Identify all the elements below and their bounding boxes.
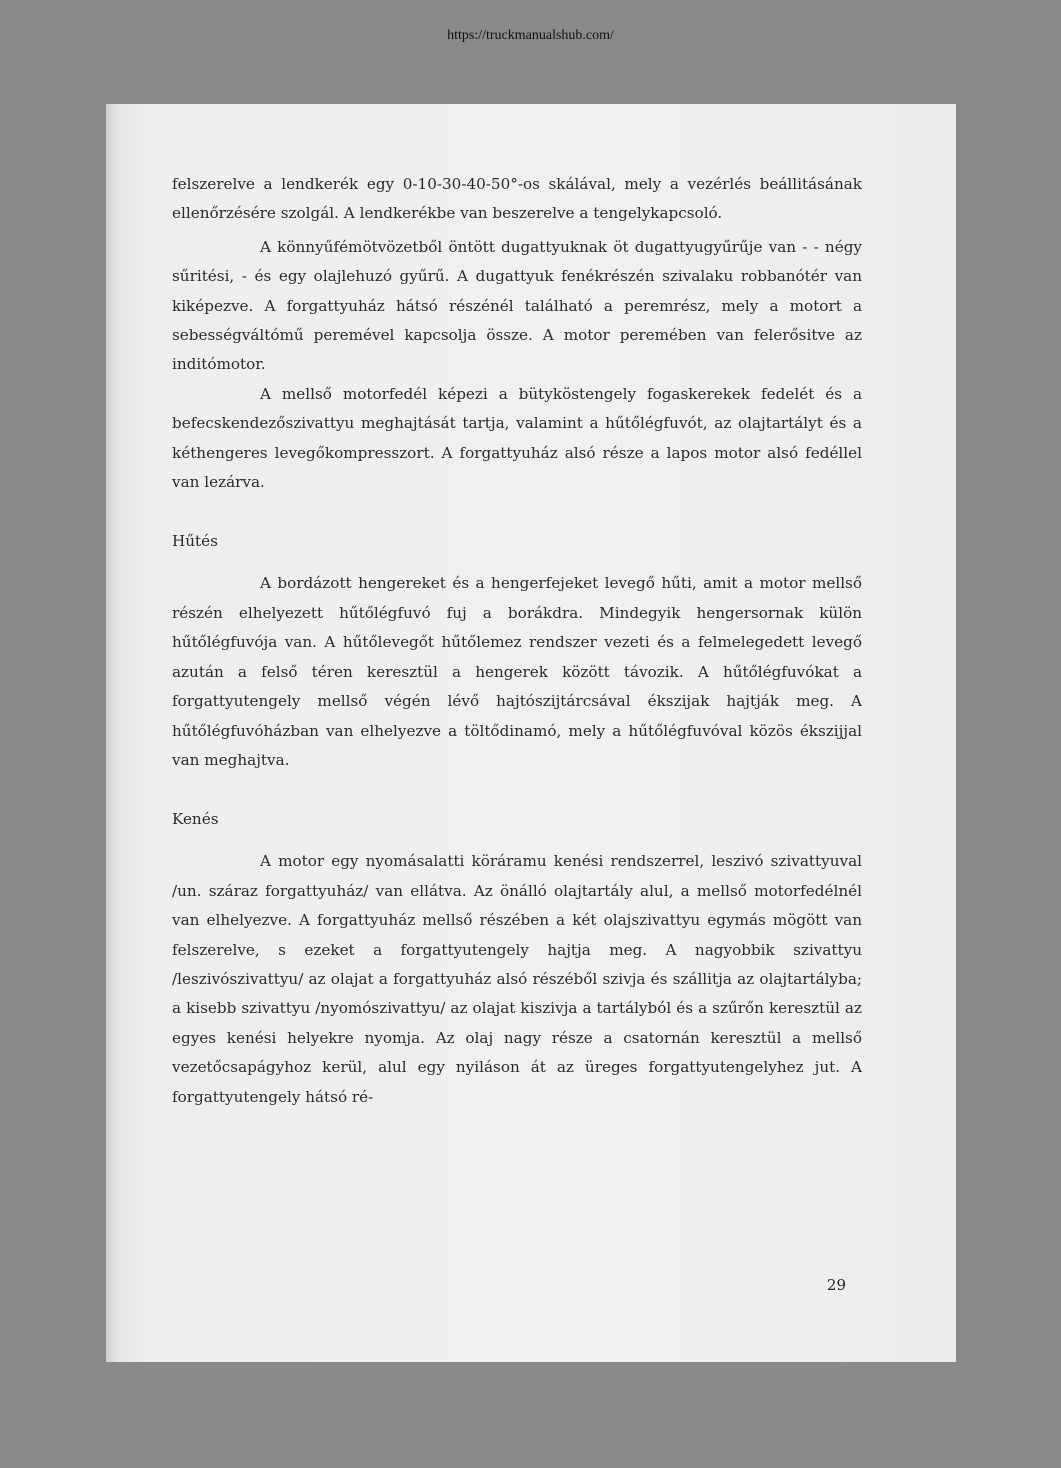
scanned-page	[106, 104, 956, 1362]
paragraph-front-cover: A mellső motorfedél képezi a bütyköstengely fogaskerekek fedelét és a befecskendezőszivattyu meghajtását tartja, valamint a hűtőlégfuvót, az olajtartályt és a kéthengeres levegőkompresszort. A forgattyuház alsó része a lapos motor alsó fedéllel van lezárva.	[172, 384, 862, 492]
source-url[interactable]: https://truckmanualshub.com/	[447, 28, 614, 43]
heading-lubrication: Kenés	[172, 810, 219, 829]
paragraph-lubrication: A motor egy nyomásalatti köráramu kenési rendszerrel, leszivó szivattyuval /un. száraz forgattyuház/ van ellátva. Az önálló olajtartály alul, a mellső motorfedélnél van elhelyezve. A forgattyuház mellső részében a két olajszivattyu egymás mögött van felszerelve, s ezeket a forgattyutengely hajtja meg. A nagyobbik szivattyu /leszivószivattyu/ az olajat a forgattyuház alsó részéből szivja és szállitja az olajtartályba; a kisebb szivattyu /nyomószivattyu/ az olajat kiszivja a tartályból és a szűrőn keresztül az egyes kenési helyekre nyomja. Az olaj nagy része a csatornán keresztül a mellső vezetőcsapágyhoz kerül, alul egy nyiláson át az üreges forgattyutengelyhez jut. A forgattyutengely hátsó ré-	[172, 852, 862, 1106]
page-body	[172, 170, 862, 1112]
paragraph-pistons: A könnyűfémötvözetből öntött dugattyuknak öt dugattyugyűrűje van - - négy sűritési, - és egy olajlehuzó gyűrű. A dugattyuk fenékrészén szivalaku robbanótér van kiképezve. A forgattyuház hátsó részénél található a peremrész, mely a motort a sebességváltómű peremével kapcsolja össze. A motor peremében van felerősitve az inditómotor.	[172, 237, 862, 374]
page-number: 29	[826, 1276, 846, 1294]
heading-cooling: Hűtés	[172, 532, 218, 551]
paragraph-flywheel: felszerelve a lendkerék egy 0-10-30-40-50°-os skálával, mely a vezérlés beállitásának ellenőrzésére szolgál. A lendkerékbe van beszerelve a tengelykapcsoló.	[172, 175, 862, 223]
paragraph-cooling: A bordázott hengereket és a hengerfejeket levegő hűti, amit a motor mellső részén elhelyezett hűtőlégfuvó fuj a borákdra. Mindegyik hengersornak külön hűtőlégfuvója van. A hűtőlevegőt hűtőlemez rendszer vezeti és a felmelegedett levegő azután a felső téren keresztül a hengerek között távozik. A hűtőlégfuvókat a forgattyutengely mellső végén lévő hajtószijtárcsával ékszijak hajtják meg. A hűtőlégfuvóházban van elhelyezve a töltődinamó, mely a hűtőlégfuvóval közös ékszijjal van meghajtva.	[172, 574, 862, 769]
